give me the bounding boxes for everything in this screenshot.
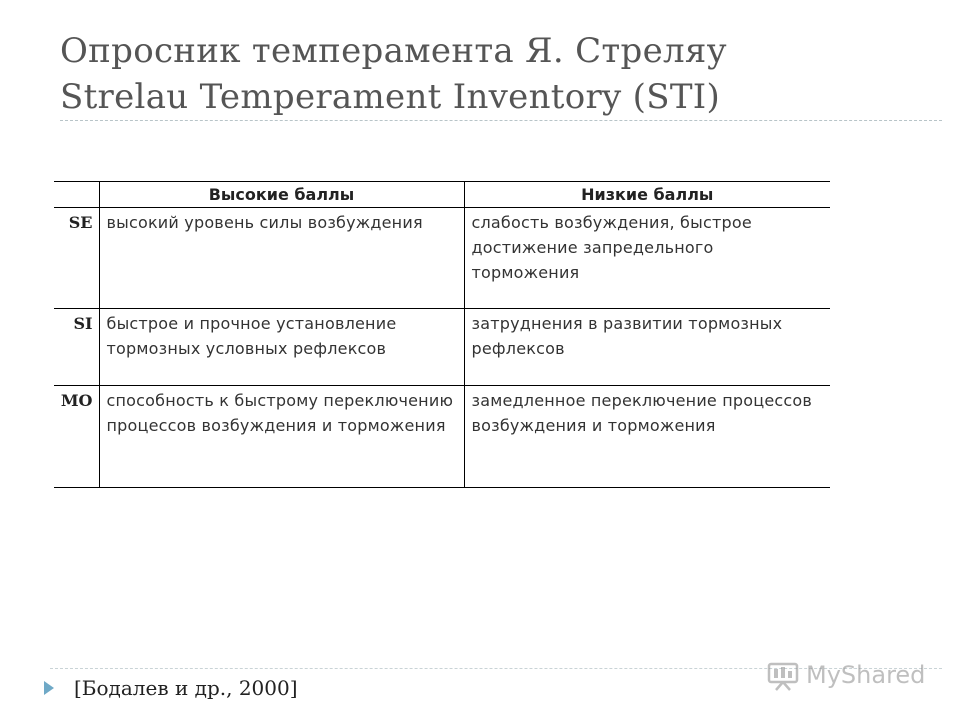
row-code: MO xyxy=(54,386,99,488)
header-low-scores: Низкие баллы xyxy=(464,182,830,208)
title-divider xyxy=(60,120,942,121)
row-code: SE xyxy=(54,208,99,309)
table-row xyxy=(54,309,830,386)
table-header-row xyxy=(54,182,830,208)
row-low: слабость возбуждения, быстрое достижение запредельного торможения xyxy=(464,208,830,309)
row-code: SI xyxy=(54,309,99,386)
watermark-text: MyShared xyxy=(806,661,926,689)
table-row xyxy=(54,386,830,488)
sti-scales-table xyxy=(54,181,830,488)
watermark xyxy=(766,655,925,695)
citation: [Бодалев и др., 2000] xyxy=(74,676,298,700)
slide-title xyxy=(60,28,920,120)
row-low: затруднения в развитии тормозных рефлексов xyxy=(464,309,830,386)
header-high-scores: Высокие баллы xyxy=(99,182,464,208)
row-high: быстрое и прочное установление тормозных условных рефлексов xyxy=(99,309,464,386)
slide-title-line1: Опросник темперамента Я. Стреляу xyxy=(60,31,727,71)
row-low: замедленное переключение процессов возбуждения и торможения xyxy=(464,386,830,488)
row-high: способность к быстрому переключению процессов возбуждения и торможения xyxy=(99,386,464,488)
triangle-bullet-icon xyxy=(44,681,54,695)
footer xyxy=(44,672,298,704)
table-row xyxy=(54,208,830,309)
slide-title-line2: Strelau Temperament Inventory (STI) xyxy=(60,77,721,117)
header-code xyxy=(54,182,99,208)
row-high: высокий уровень силы возбуждения xyxy=(99,208,464,309)
projector-icon xyxy=(766,658,800,692)
